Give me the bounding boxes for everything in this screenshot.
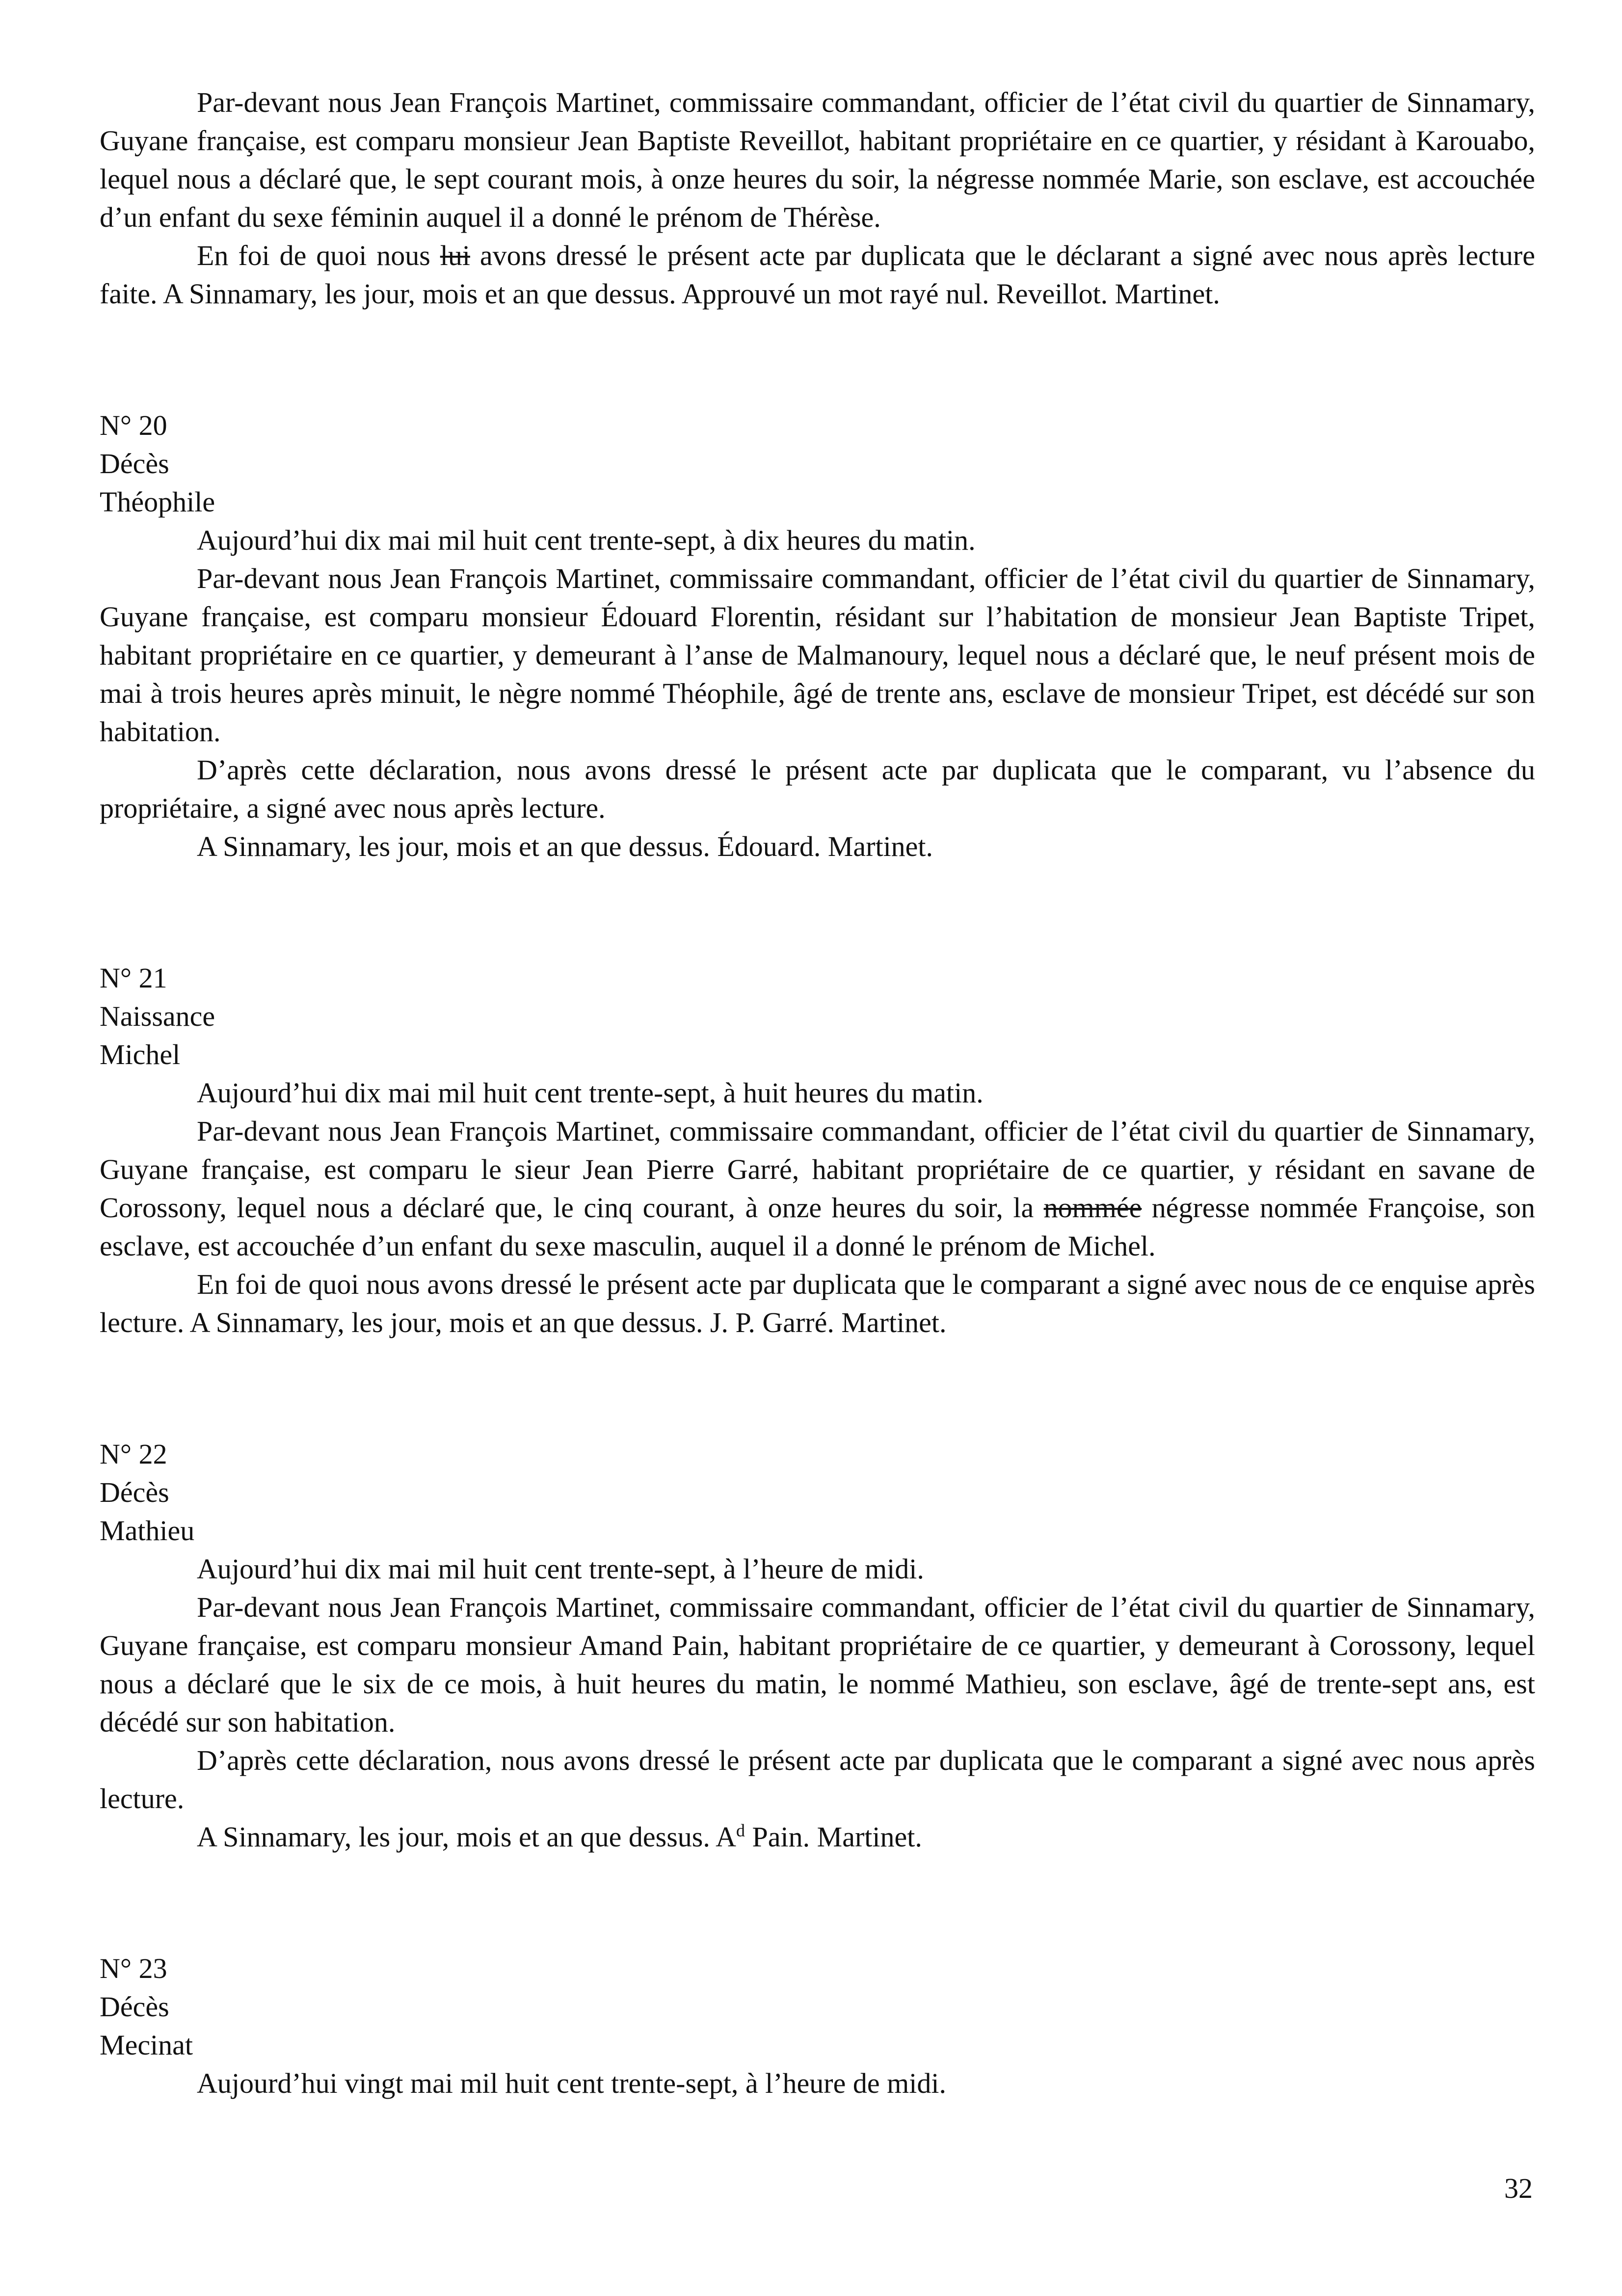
- act-entry-22: [100, 1435, 1535, 1856]
- act-number: N° 22: [100, 1438, 167, 1470]
- act-date-line: Aujourd’hui dix mai mil huit cent trente-sept, à huit heures du matin.: [197, 1077, 984, 1109]
- act-declaration: Par-devant nous Jean François Martinet, commissaire commandant, officier de l’état civil du quartier de Sinnamary, Guyane française, est comparu monsieur Édouard Florentin, résidant sur l’habitation de monsieur Jean Baptiste Tripet, habitant propriétaire en ce quartier, y demeurant à l’anse de Malmanoury, lequel nous a déclaré que, le neuf présent mois de mai à trois heures après minuit, le nègre nommé Théophile, âgé de trente ans, esclave de monsieur Tripet, est décédé sur son habitation.: [100, 562, 1535, 748]
- intro-paragraph-1: Par-devant nous Jean François Martinet, commissaire commandant, officier de l’état civil du quartier de Sinnamary, Guyane française, est comparu monsieur Jean Baptiste Reveillot, habitant propriétaire en ce quartier, y résidant à Karouabo, lequel nous a déclaré que, le sept courant mois, à onze heures du soir, la négresse nommée Marie, son esclave, est accouchée d’un enfant du sexe féminin auquel il a donné le prénom de Thérèse.: [100, 86, 1535, 233]
- superscript-abbreviation: d: [736, 1820, 745, 1841]
- act-entry-21: [100, 959, 1535, 1342]
- act-number: N° 20: [100, 409, 167, 441]
- declaration-text-after: négresse nommée Françoise, son esclave, est accouchée d’un enfant du sexe masculin, auquel il a donné le prénom de Michel.: [100, 1192, 1535, 1262]
- intro-p2-text-before: En foi de quoi nous: [197, 240, 440, 271]
- act-type: Décès: [100, 1991, 169, 2023]
- struck-word: lui: [440, 240, 470, 271]
- act-number: N° 21: [100, 962, 167, 994]
- act-declaration: [100, 1112, 1535, 1265]
- act-declaration: Par-devant nous Jean François Martinet, commissaire commandant, officier de l’état civil du quartier de Sinnamary, Guyane française, est comparu monsieur Amand Pain, habitant propriétaire de ce quartier, y demeurant à Corossony, lequel nous a déclaré que le six de ce mois, à huit heures du matin, le nommé Mathieu, son esclave, âgé de trente-sept ans, est décédé sur son habitation.: [100, 1591, 1535, 1738]
- signatures-text-before: A Sinnamary, les jour, mois et an que dessus. A: [197, 1821, 737, 1853]
- act-closing: En foi de quoi nous avons dressé le présent acte par duplicata que le comparant a signé avec nous de ce enquise après lecture. A Sinnamary, les jour, mois et an que dessus. J. P. Garré. Martinet.: [100, 1268, 1535, 1338]
- intro-p2-text-after: avons dressé le présent acte par duplicata que le déclarant a signé avec nous après lecture faite. A Sinnamary, les jour, mois et an que dessus. Approuvé un mot rayé nul. Reveillot. Martinet.: [100, 240, 1535, 310]
- act-type: Décès: [100, 1476, 169, 1508]
- document-page: [100, 83, 1535, 2103]
- act-subject-name: Mecinat: [100, 2029, 193, 2061]
- struck-word: nommée: [1043, 1192, 1142, 1224]
- act-entry-23: [100, 1949, 1535, 2103]
- act-subject-name: Michel: [100, 1039, 181, 1070]
- act-signatures: A Sinnamary, les jour, mois et an que dessus. Édouard. Martinet.: [197, 830, 933, 862]
- act-number: N° 23: [100, 1952, 167, 1984]
- intro-act: [100, 83, 1535, 313]
- act-subject-name: Théophile: [100, 486, 215, 518]
- act-closing: D’après cette déclaration, nous avons dressé le présent acte par duplicata que le comparant a signé avec nous après lecture.: [100, 1744, 1535, 1815]
- act-signatures: [100, 1818, 1535, 1856]
- act-subject-name: Mathieu: [100, 1515, 195, 1547]
- act-type: Décès: [100, 448, 169, 480]
- signatures-text-after: Pain. Martinet.: [745, 1821, 922, 1853]
- act-type: Naissance: [100, 1000, 215, 1032]
- act-date-line: Aujourd’hui dix mai mil huit cent trente-sept, à l’heure de midi.: [197, 1553, 924, 1585]
- act-date-line: Aujourd’hui dix mai mil huit cent trente-sept, à dix heures du matin.: [197, 524, 976, 556]
- act-date-line: Aujourd’hui vingt mai mil huit cent trente-sept, à l’heure de midi.: [197, 2067, 946, 2099]
- declaration-text-before: Par-devant nous Jean François Martinet, commissaire commandant, officier de l’état civil du quartier de Sinnamary, Guyane française, est comparu le sieur Jean Pierre Garré, habitant propriétaire de ce quartier, y résidant en savane de Corossony, lequel nous a déclaré que, le cinq courant, à onze heures du soir, la: [100, 1115, 1535, 1224]
- intro-paragraph-2: [100, 237, 1535, 313]
- page-number: 32: [1504, 2172, 1533, 2204]
- act-closing: D’après cette déclaration, nous avons dressé le présent acte par duplicata que le comparant, vu l’absence du propriétaire, a signé avec nous après lecture.: [100, 754, 1535, 824]
- act-entry-20: [100, 406, 1535, 866]
